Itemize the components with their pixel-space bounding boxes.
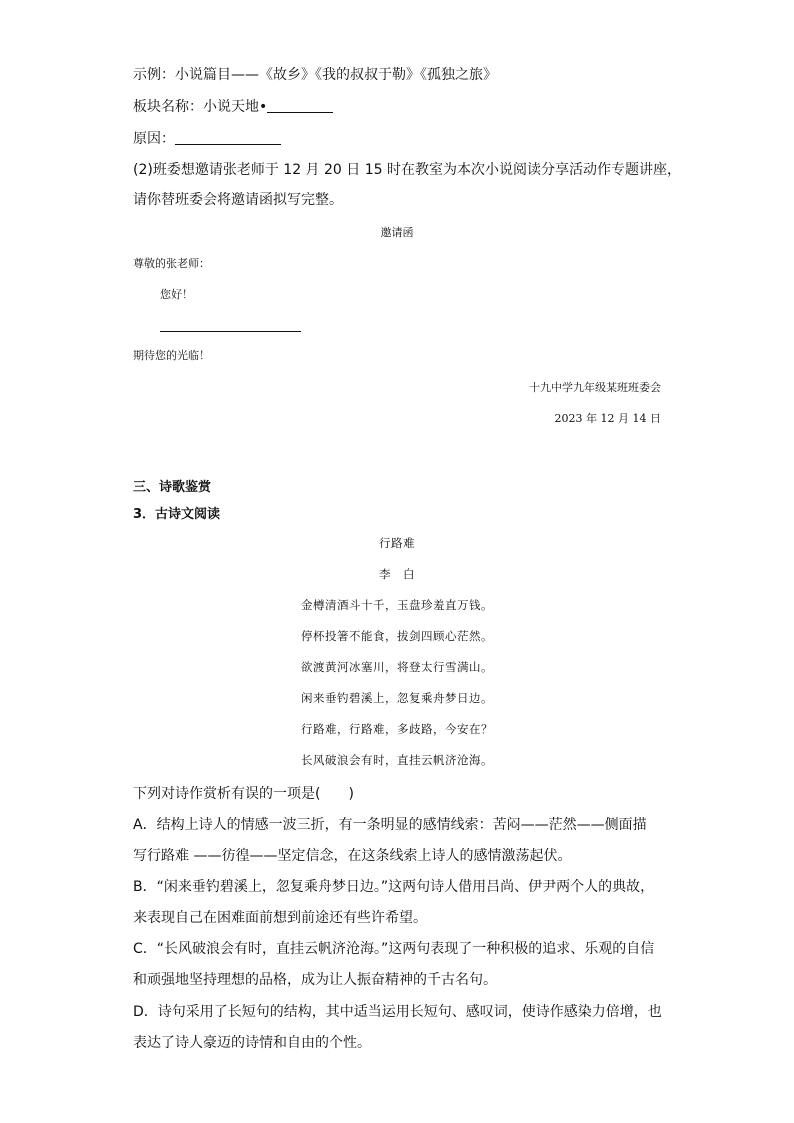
option-a-line-2: 写行路难 ——彷徨——坚定信念，在这条线索上诗人的感情激荡起伏。 [133,848,572,864]
option-d-line-2: 表达了诗人豪迈的诗情和自由的个性。 [133,1035,371,1051]
task-line-1: (2)班委想邀请张老师于 12 月 20 日 15 时在教室为本次小说阅读分享活动作专题讲座， [133,162,681,178]
poem-line: 金樽清酒斗十千，玉盘珍羞直万钱。 [301,598,493,612]
poem-line: 行路难，行路难，多歧路，今安在？ [301,722,493,736]
option-d-line-1: D．诗句采用了长短句的结构，其中适当运用长短句、感叹词，使诗作感染力倍增，也 [133,1004,662,1020]
poem-line: 长风破浪会有时，直挂云帆济沧海。 [301,753,493,767]
option-b-line-2: 来表现自己在困难面前想到前途还有些许希望。 [133,910,427,926]
example-line: 示例：小说篇目——《故乡》《我的叔叔于勒》《孤独之旅》 [133,67,497,83]
board-name-row [133,100,333,114]
poem-title: 行路难 [379,536,415,550]
reason-row [133,132,281,146]
section-3-heading: 三、诗歌鉴赏 [133,480,212,495]
option-a-line-1: A．结构上诗人的情感一波三折，有一条明显的感情线索：苦闷——茫然——侧面描 [133,817,647,833]
board-name-blank[interactable] [267,111,333,113]
option-c-line-1: C．“长风破浪会有时，直挂云帆济沧海。”这两句表现了一种积极的追求、乐观的自信 [133,941,655,957]
invitation-greeting: 您好！ [160,288,193,301]
invitation-date: 2023 年 12 月 14 日 [554,412,661,425]
invitation-body-blank[interactable] [160,331,301,332]
question-stem: 下列对诗作赏析有误的一项是( ) [133,786,354,802]
option-c-line-2: 和顽强地坚持理想的品格，成为让人振奋精神的千古名句。 [133,972,497,988]
reason-blank[interactable] [175,143,281,145]
question-3-label: 3．古诗文阅读 [133,507,221,522]
poem-line: 欲渡黄河冰塞川，将登太行雪满山。 [301,660,493,674]
invitation-salutation: 尊敬的张老师： [133,257,210,270]
reason-label: 原因： [133,131,175,147]
board-name-label: 板块名称：小说天地• [133,99,268,115]
invitation-signature: 十九中学九年级某班班委会 [529,381,661,394]
task-line-2: 请你替班委会将邀请函拟写完整。 [133,192,343,208]
option-b-line-1: B．“闲来垂钓碧溪上，忽复乘舟梦日边。”这两句诗人借用吕尚、伊尹两个人的典故， [133,879,655,895]
invitation-title: 邀请函 [380,226,414,239]
invitation-closing: 期待您的光临！ [133,349,210,362]
poem-author: 李 白 [379,567,415,581]
poem-line: 闲来垂钓碧溪上，忽复乘舟梦日边。 [301,691,493,705]
poem-line: 停杯投箸不能食，拔剑四顾心茫然。 [301,629,493,643]
